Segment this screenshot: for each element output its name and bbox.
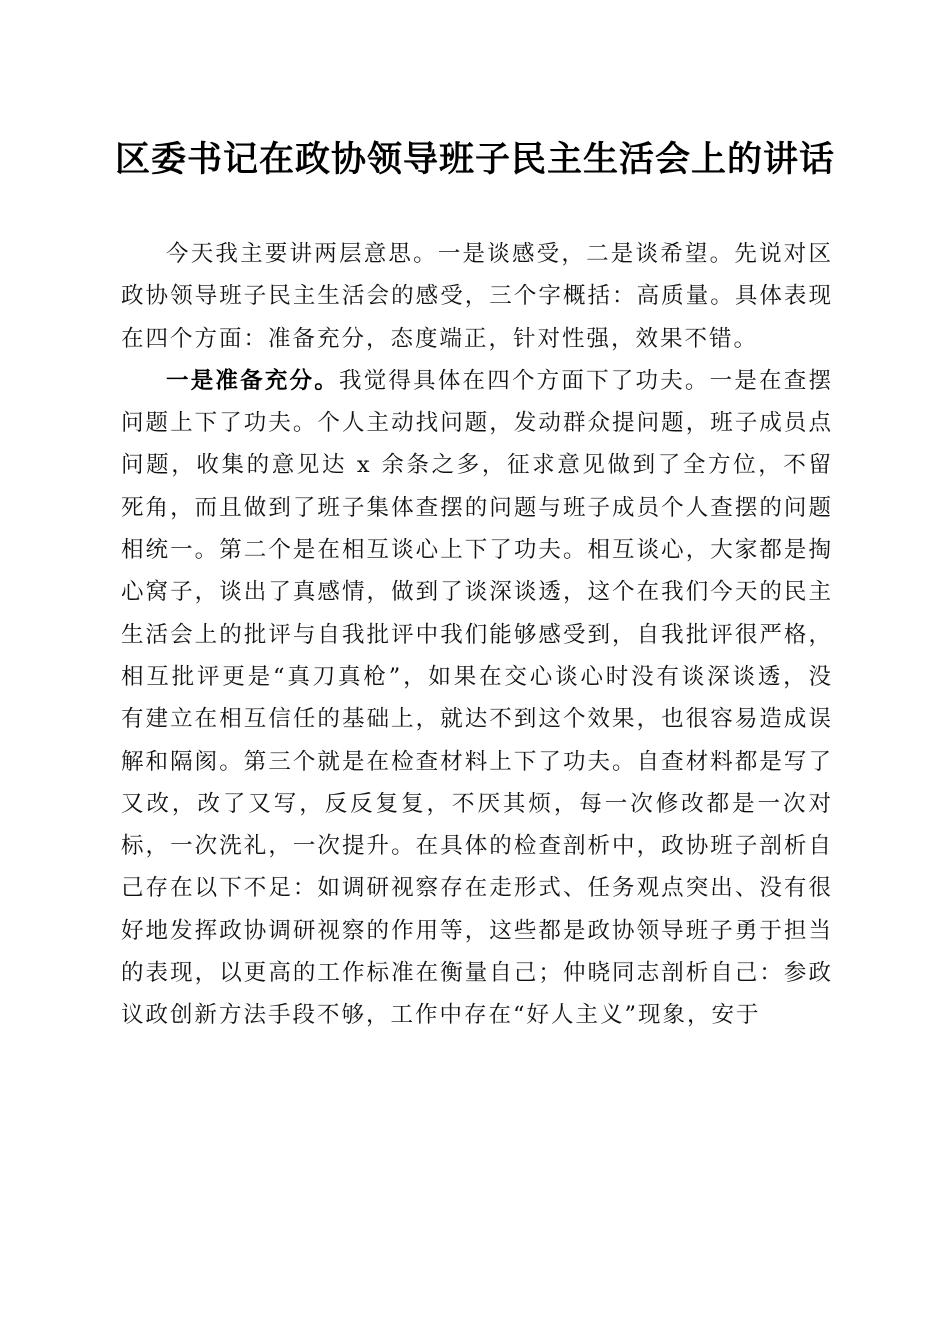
paragraph-preparation [121, 360, 833, 1037]
paragraph-text: 今天我主要讲两层意思。一是谈感受，二是谈希望。先说对区政协领导班子民主生活会的感受，三个字概括：高质量。具体表现在四个方面：准备充分，态度端正，针对性强，效果不错。 [121, 241, 833, 352]
speech-body [121, 233, 833, 1037]
paragraph-intro [121, 233, 833, 360]
paragraph-lead: 一是准备充分。 [166, 367, 339, 394]
paragraph-text: 我觉得具体在四个方面下了功夫。一是在查摆问题上下了功夫。个人主动找问题，发动群众提问题，班子成员点问题，收集的意见达 x 余条之多，征求意见做到了全方位，不留死角，而且做到了班子集体查摆的问题与班子成员个人查摆的问题相统一。第二个是在相互谈心上下了功夫。相互谈心，大家都是掏心窝子，谈出了真感情，做到了谈深谈透，这个在我们今天的民主生活会上的批评与自我批评中我们能够感受到，自我批评很严格，相互批评更是“真刀真枪”，如果在交心谈心时没有谈深谈透，没有建立在相互信任的基础上，就达不到这个效果，也很容易造成误解和隔阂。第三个就是在检查材料上下了功夫。自查材料都是写了又改，改了又写，反反复复，不厌其烦，每一次修改都是一次对标，一次洗礼，一次提升。在具体的检查剖析中，政协班子剖析自己存在以下不足：如调研视察存在走形式、任务观点突出、没有很好地发挥政协调研视察的作用等，这些都是政协领导班子勇于担当的表现，以更高的工作标准在衡量自己；仲晓同志剖析自己：参政议政创新方法手段不够，工作中存在“好人主义”现象，安于 [121, 367, 833, 1029]
page-title: 区委书记在政协领导班子民主生活会上的讲话 [114, 139, 835, 180]
